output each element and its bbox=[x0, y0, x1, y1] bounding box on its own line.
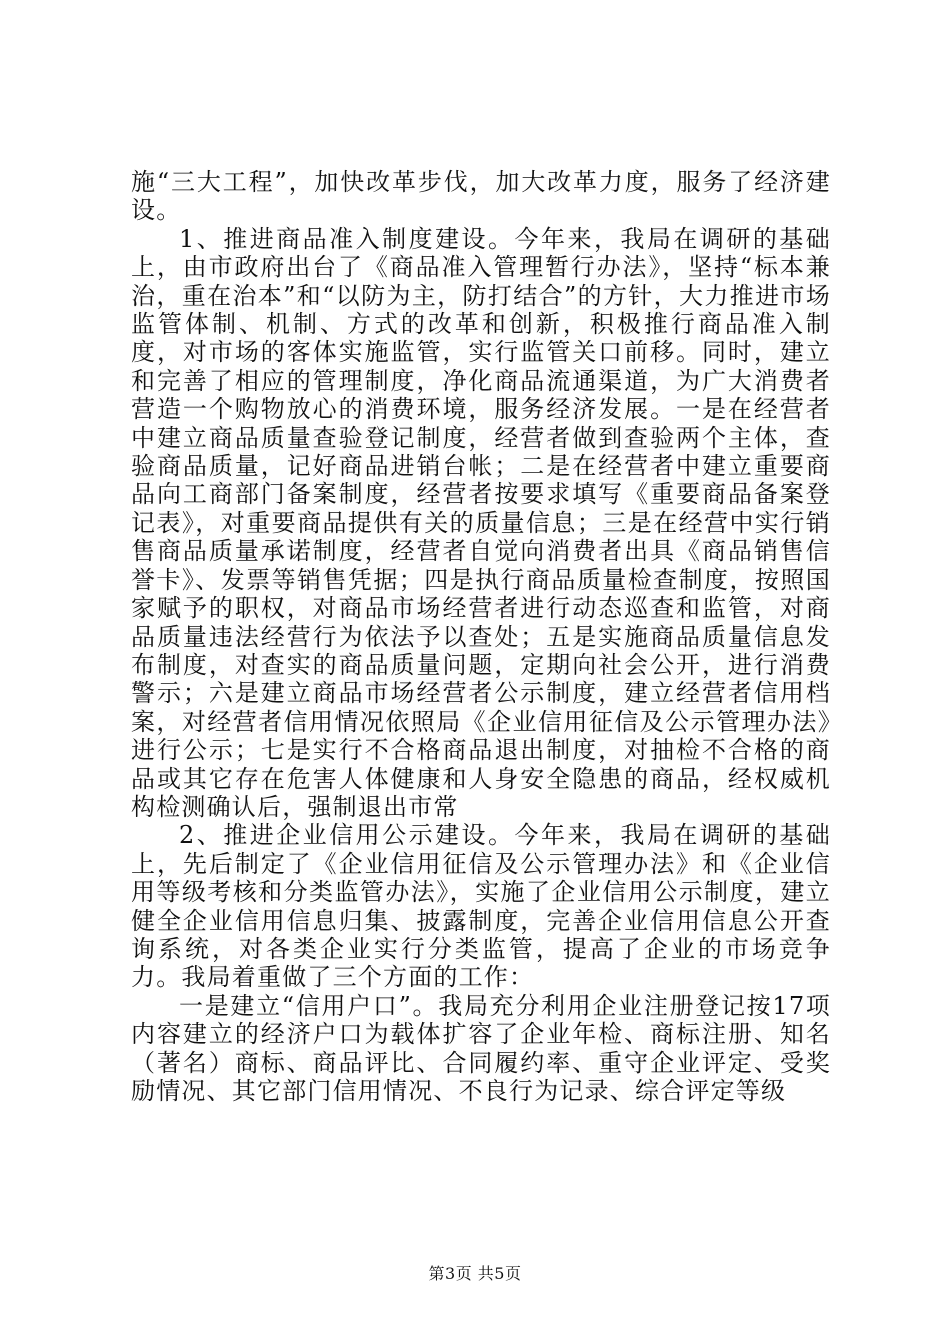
page-number-footer: 第3页 共5页 bbox=[428, 1264, 522, 1283]
document-body bbox=[131, 168, 831, 1105]
paragraph-continuation: 施“三大工程”，加快改革步伐，加大改革力度，服务了经济建设。 bbox=[131, 168, 831, 225]
paragraph-credit-account: 一是建立“信用户口”。我局充分利用企业注册登记按17项内容建立的经济户口为载体扩容了企业年检、商标注册、知名（著名）商标、商品评比、合同履约率、重守企业评定、受奖励情况、其它部门信用情况、不良行为记录、综合评定等级 bbox=[131, 991, 831, 1105]
paragraph-commodity-access: 1、推进商品准入制度建设。今年来，我局在调研的基础上，由市政府出台了《商品准入管理暂行办法》，坚持“标本兼治，重在治本”和“以防为主，防打结合”的方针，大力推进市场监管体制、机制、方式的改革和创新，积极推行商品准入制度，对市场的客体实施监管，实行监管关口前移。同时，建立和完善了相应的管理制度，净化商品流通渠道，为广大消费者营造一个购物放心的消费环境，服务经济发展。一是在经营者中建立商品质量查验登记制度，经营者做到查验两个主体，查验商品质量，记好商品进销台帐；二是在经营者中建立重要商品向工商部门备案制度，经营者按要求填写《重要商品备案登记表》，对重要商品提供有关的质量信息；三是在经营中实行销售商品质量承诺制度，经营者自觉向消费者出具《商品销售信誉卡》、发票等销售凭据；四是执行商品质量检查制度，按照国家赋予的职权，对商品市场经营者进行动态巡查和监管，对商品质量违法经营行为依法予以查处；五是实施商品质量信息发布制度，对查实的商品质量问题，定期向社会公开，进行消费警示；六是建立商品市场经营者公示制度，建立经营者信用档案，对经营者信用情况依照局《企业信用征信及公示管理办法》进行公示；七是实行不合格商品退出制度，对抽检不合格的商品或其它存在危害人体健康和人身安全隐患的商品，经权威机构检测确认后，强制退出市常 bbox=[131, 224, 831, 821]
paragraph-credit-disclosure: 2、推进企业信用公示建设。今年来，我局在调研的基础上，先后制定了《企业信用征信及公示管理办法》和《企业信用等级考核和分类监管办法》，实施了企业信用公示制度，建立健全企业信用信息归集、披露制度，完善企业信用信息公开查询系统，对各类企业实行分类监管，提高了企业的市场竞争力。我局着重做了三个方面的工作： bbox=[131, 821, 831, 992]
